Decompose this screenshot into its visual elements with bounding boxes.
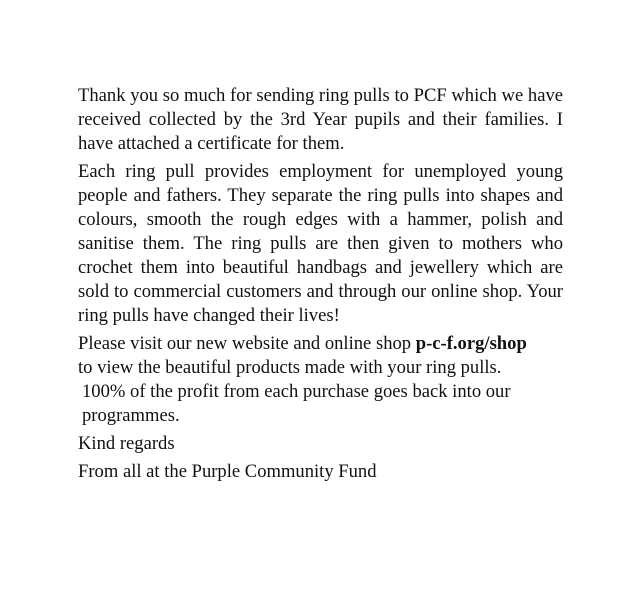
- closing-text: Kind regards: [78, 433, 175, 454]
- website-paragraph: [78, 332, 563, 428]
- website-line: [78, 332, 563, 356]
- signature-text: From all at the Purple Community Fund: [78, 461, 377, 482]
- products-line: to view the beautiful products made with your ring pulls.: [78, 357, 502, 378]
- employment-paragraph: Each ring pull provides employment for unemployed young people and fathers. They separate the ring pulls into shapes and colours, smooth the rough edges with a hammer, polish and sanitise them. The ring pulls are then given to mothers who crochet them into beautiful handbags and jewellery which are sold to commercial customers and through our online shop. Your ring pulls have changed their lives!: [78, 161, 563, 326]
- shop-link[interactable]: p-c-f.org/shop: [415, 333, 527, 354]
- website-intro-text: Please visit our new website and online shop: [78, 333, 416, 354]
- letter-body: [78, 84, 563, 488]
- thank-you-paragraph: Thank you so much for sending ring pulls to PCF which we have received collected by the 3rd Year pupils and their families. I have attached a certificate for them.: [78, 85, 563, 154]
- profit-line: 100% of the profit from each purchase goes back into our programmes.: [82, 381, 511, 426]
